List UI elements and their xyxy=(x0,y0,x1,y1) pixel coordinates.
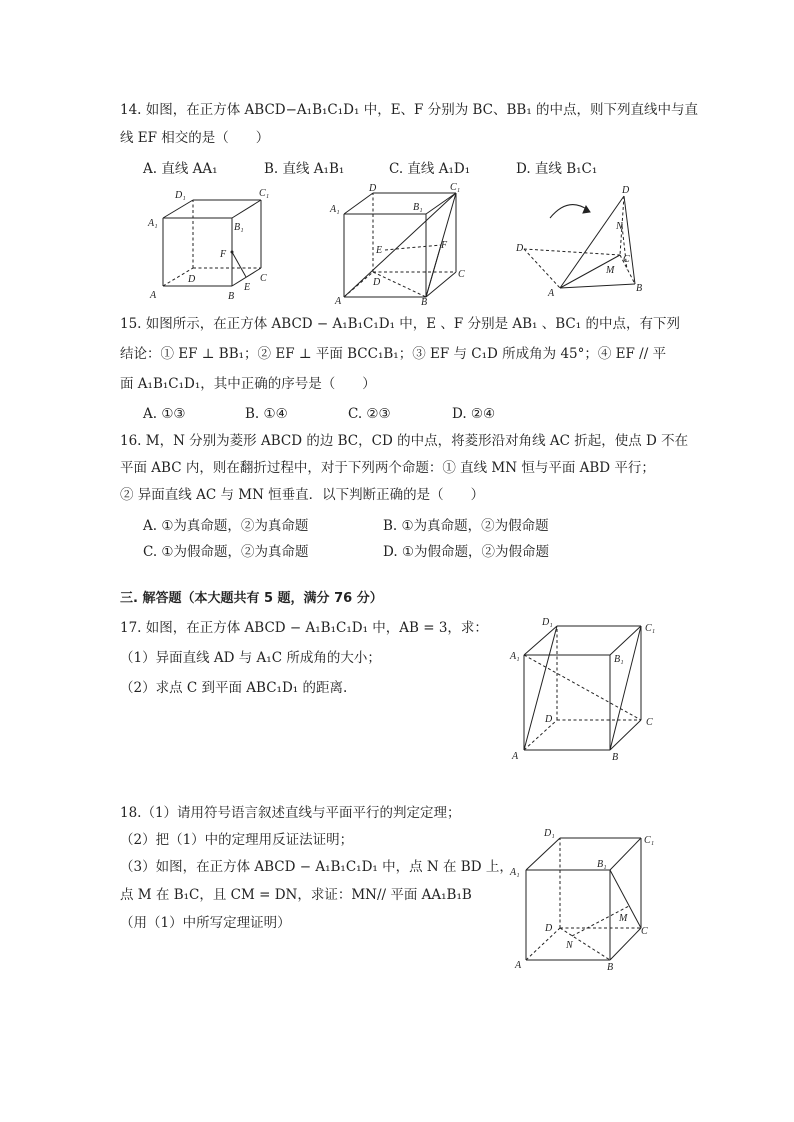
q16-line1: 16. M，N 分别为菱形 ABCD 的边 BC，CD 的中点，将菱形沿对角线 AC 折起，使点 D 不在 xyxy=(120,433,689,449)
label-a1: A₁ xyxy=(510,867,520,878)
label-d1: D₁ xyxy=(175,190,186,201)
label-d-top: D xyxy=(369,183,377,194)
q18-line3: （3）如图，在正方体 ABCD − A₁B₁C₁D₁ 中，点 N 在 BD 上， xyxy=(120,859,513,875)
label-d: D xyxy=(373,277,381,288)
label-d1: D₁ xyxy=(542,617,553,628)
q16-line2: 平面 ABC 内，则在翻折过程中，对于下列两个命题：① 直线 MN 恒与平面 ABD 平行； xyxy=(120,460,655,476)
label-n: N xyxy=(566,940,573,951)
label-b1: B₁ xyxy=(234,222,244,233)
label-a: A xyxy=(335,296,342,307)
section-3-title: 三. 解答题（本大题共有 5 题，满分 76 分） xyxy=(120,591,383,606)
label-c: C xyxy=(646,717,653,728)
q15-line2: 结论：① EF ⊥ BB₁；② EF ⊥ 平面 BCC₁B₁；③ EF 与 C₁D 所成角为 45°；④ EF // 平 xyxy=(120,346,667,362)
label-b: B xyxy=(228,291,235,302)
label-c: C xyxy=(641,926,648,937)
label-d: D xyxy=(545,923,553,934)
label-d-top: D xyxy=(622,185,630,196)
q17-line1: 17. 如图，在正方体 ABCD − A₁B₁C₁D₁ 中，AB = 3，求： xyxy=(120,620,488,636)
label-d-left: D xyxy=(516,243,524,254)
q16-line3: ② 异面直线 AC 与 MN 恒垂直．以下判断正确的是（ ） xyxy=(120,487,485,503)
label-c: C xyxy=(260,273,267,284)
q17-line2: （1）异面直线 AD 与 A₁C 所成角的大小； xyxy=(120,650,381,666)
label-e: E xyxy=(244,282,251,293)
label-a: A xyxy=(512,751,519,762)
q18-line2: （2）把（1）中的定理用反证法证明； xyxy=(120,832,354,848)
label-d: D xyxy=(188,274,196,285)
label-a: A xyxy=(150,290,157,301)
label-c1: C₁ xyxy=(259,188,270,199)
q15-option-d: D. ②④ xyxy=(452,406,496,422)
q14-option-c: C. 直线 A₁D₁ xyxy=(389,161,471,177)
label-a: A xyxy=(515,960,522,971)
q14-option-b: B. 直线 A₁B₁ xyxy=(264,161,345,177)
label-f: F xyxy=(441,240,448,251)
label-b1: B₁ xyxy=(614,654,624,665)
label-b1: B₁ xyxy=(413,202,423,213)
q16-option-c: C. ①为假命题，②为真命题 xyxy=(143,544,309,560)
q15-line1: 15. 如图所示，在正方体 ABCD − A₁B₁C₁D₁ 中，E 、F 分别是 AB₁ 、BC₁ 的中点，有下列 xyxy=(120,316,680,332)
label-b: B xyxy=(607,962,614,973)
q18-line4: 点 M 在 B₁C，且 CM = DN，求证：MN// 平面 AA₁B₁B xyxy=(120,887,472,903)
label-d1: D₁ xyxy=(544,828,555,839)
label-c: C xyxy=(623,254,630,265)
label-a: A xyxy=(548,288,555,299)
q14-stem-line1: 14. 如图，在正方体 ABCD−A₁B₁C₁D₁ 中，E、F 分别为 BC、BB₁ 的中点，则下列直线中与直 xyxy=(120,102,699,118)
q18-line1: 18.（1）请用符号语言叙述直线与平面平行的判定定理； xyxy=(120,805,461,821)
q16-option-a: A. ①为真命题，②为真命题 xyxy=(143,518,309,534)
label-c1: C₁ xyxy=(644,835,655,846)
label-c1: C₁ xyxy=(645,623,656,634)
label-a1: A₁ xyxy=(148,218,158,229)
label-n: N xyxy=(616,221,623,232)
q15-option-b: B. ①④ xyxy=(245,406,288,422)
label-b1: B₁ xyxy=(597,859,607,870)
q18-line5: （用（1）中所写定理证明） xyxy=(120,915,291,931)
q16-option-d: D. ①为假命题，②为假命题 xyxy=(383,544,550,560)
q15-option-c: C. ②③ xyxy=(348,406,391,422)
label-e: E xyxy=(376,245,383,256)
label-c1: C₁ xyxy=(450,182,461,193)
q17-line3: （2）求点 C 到平面 ABC₁D₁ 的距离. xyxy=(120,680,348,696)
q15-line3: 面 A₁B₁C₁D₁，其中正确的序号是（ ） xyxy=(120,376,376,392)
label-m: M xyxy=(619,913,628,924)
label-a1: A₁ xyxy=(330,204,340,215)
q14-option-d: D. 直线 B₁C₁ xyxy=(516,161,598,177)
q16-option-b: B. ①为真命题，②为假命题 xyxy=(383,518,549,534)
label-d: D xyxy=(545,714,553,725)
label-a1: A₁ xyxy=(510,651,520,662)
q15-option-a: A. ①③ xyxy=(143,406,186,422)
label-b: B xyxy=(421,297,428,308)
label-m: M xyxy=(606,265,615,276)
label-b: B xyxy=(612,752,619,763)
q14-option-a: A. 直线 AA₁ xyxy=(143,161,218,177)
q14-stem-line2: 线 EF 相交的是（ ） xyxy=(120,130,270,146)
label-b: B xyxy=(636,283,643,294)
label-c: C xyxy=(458,269,465,280)
label-f: F xyxy=(220,249,227,260)
